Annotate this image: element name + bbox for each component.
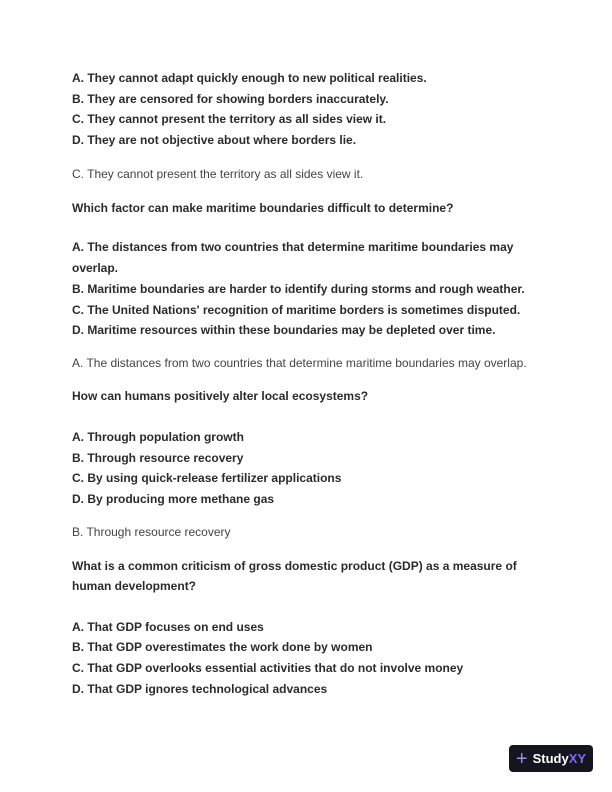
option: C. The United Nations' recognition of maritime borders is sometimes disputed. bbox=[72, 303, 521, 317]
option: A. Through population growth bbox=[72, 430, 244, 444]
plus-icon: + bbox=[515, 747, 528, 770]
answer: B. Through resource recovery bbox=[72, 525, 231, 539]
option: D. Maritime resources within these boundaries may be depleted over time. bbox=[72, 323, 496, 337]
option: C. They cannot present the territory as all sides view it. bbox=[72, 112, 387, 126]
option: A. That GDP focuses on end uses bbox=[72, 620, 264, 634]
option: D. That GDP ignores technological advances bbox=[72, 682, 328, 696]
option: D. By producing more methane gas bbox=[72, 492, 275, 506]
option: A. They cannot adapt quickly enough to new political realities. bbox=[72, 71, 427, 85]
logo-text: StudyXY bbox=[532, 751, 587, 766]
answer: C. They cannot present the territory as all sides view it. bbox=[72, 167, 364, 181]
option: C. By using quick-release fertilizer applications bbox=[72, 471, 342, 485]
question: What is a common criticism of gross domestic product (GDP) as a measure of bbox=[72, 559, 517, 573]
answer: A. The distances from two countries that determine maritime boundaries may overlap. bbox=[72, 356, 527, 370]
option: B. That GDP overestimates the work done by women bbox=[72, 640, 373, 654]
question: How can humans positively alter local ecosystems? bbox=[72, 389, 369, 403]
option: B. They are censored for showing borders inaccurately. bbox=[72, 92, 389, 106]
option: overlap. bbox=[72, 261, 119, 275]
option: A. The distances from two countries that determine maritime boundaries may bbox=[72, 240, 514, 254]
question: human development? bbox=[72, 579, 197, 593]
studyxy-logo[interactable] bbox=[509, 745, 593, 772]
option: B. Through resource recovery bbox=[72, 451, 244, 465]
question: Which factor can make maritime boundaries difficult to determine? bbox=[72, 201, 454, 215]
option: D. They are not objective about where borders lie. bbox=[72, 133, 357, 147]
option: C. That GDP overlooks essential activities that do not involve money bbox=[72, 661, 464, 675]
option: B. Maritime boundaries are harder to identify during storms and rough weather. bbox=[72, 282, 525, 296]
